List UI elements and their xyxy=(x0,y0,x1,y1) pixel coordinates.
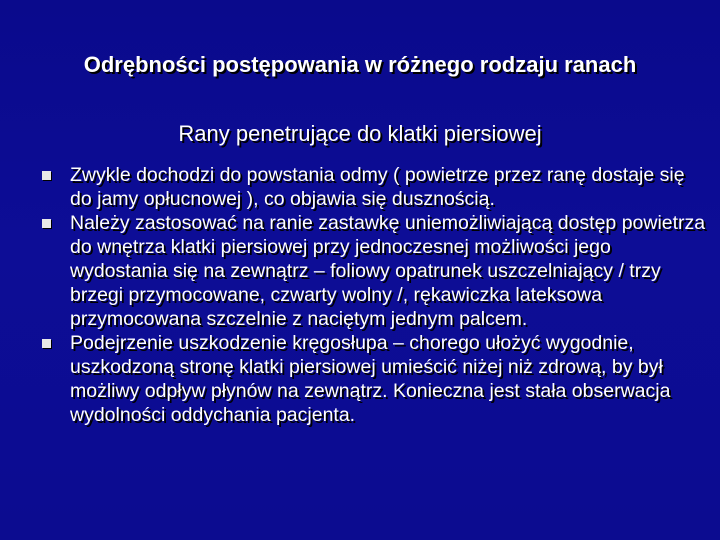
square-bullet-icon xyxy=(42,171,51,180)
bullet-item xyxy=(40,331,710,427)
square-bullet-icon xyxy=(42,339,51,348)
bullet-text: Podejrzenie uszkodzenie kręgosłupa – chorego ułożyć wygodnie, uszkodzoną stronę klatki piersiowej umieścić niżej niż zdrową, by był możliwy odpływ płynów na zewnątrz. Konieczna jest stała obserwacja wydolności oddychania pacjenta. xyxy=(70,332,671,426)
bullet-list xyxy=(40,163,710,427)
square-bullet-icon xyxy=(42,219,51,228)
bullet-text: Zwykle dochodzi do powstania odmy ( powietrze przez ranę dostaje się do jamy opłucnowej ), co objawia się dusznością. xyxy=(70,164,685,210)
slide-subtitle: Rany penetrujące do klatki piersiowej xyxy=(178,121,542,146)
bullet-item xyxy=(40,163,710,211)
slide-title: Odrębności postępowania w różnego rodzaju ranach xyxy=(83,52,637,77)
bullet-text: Należy zastosować na ranie zastawkę uniemożliwiającą dostęp powietrza do wnętrza klatki piersiowej przy jednoczesnej możliwości jego wydostania się na zewnątrz – foliowy opatrunek uszczelniający / trzy brzegi przymocowane, czwarty wolny /, rękawiczka lateksowa przymocowana szczelnie z naciętym jednym palcem. xyxy=(70,212,706,330)
bullet-item xyxy=(40,211,710,331)
